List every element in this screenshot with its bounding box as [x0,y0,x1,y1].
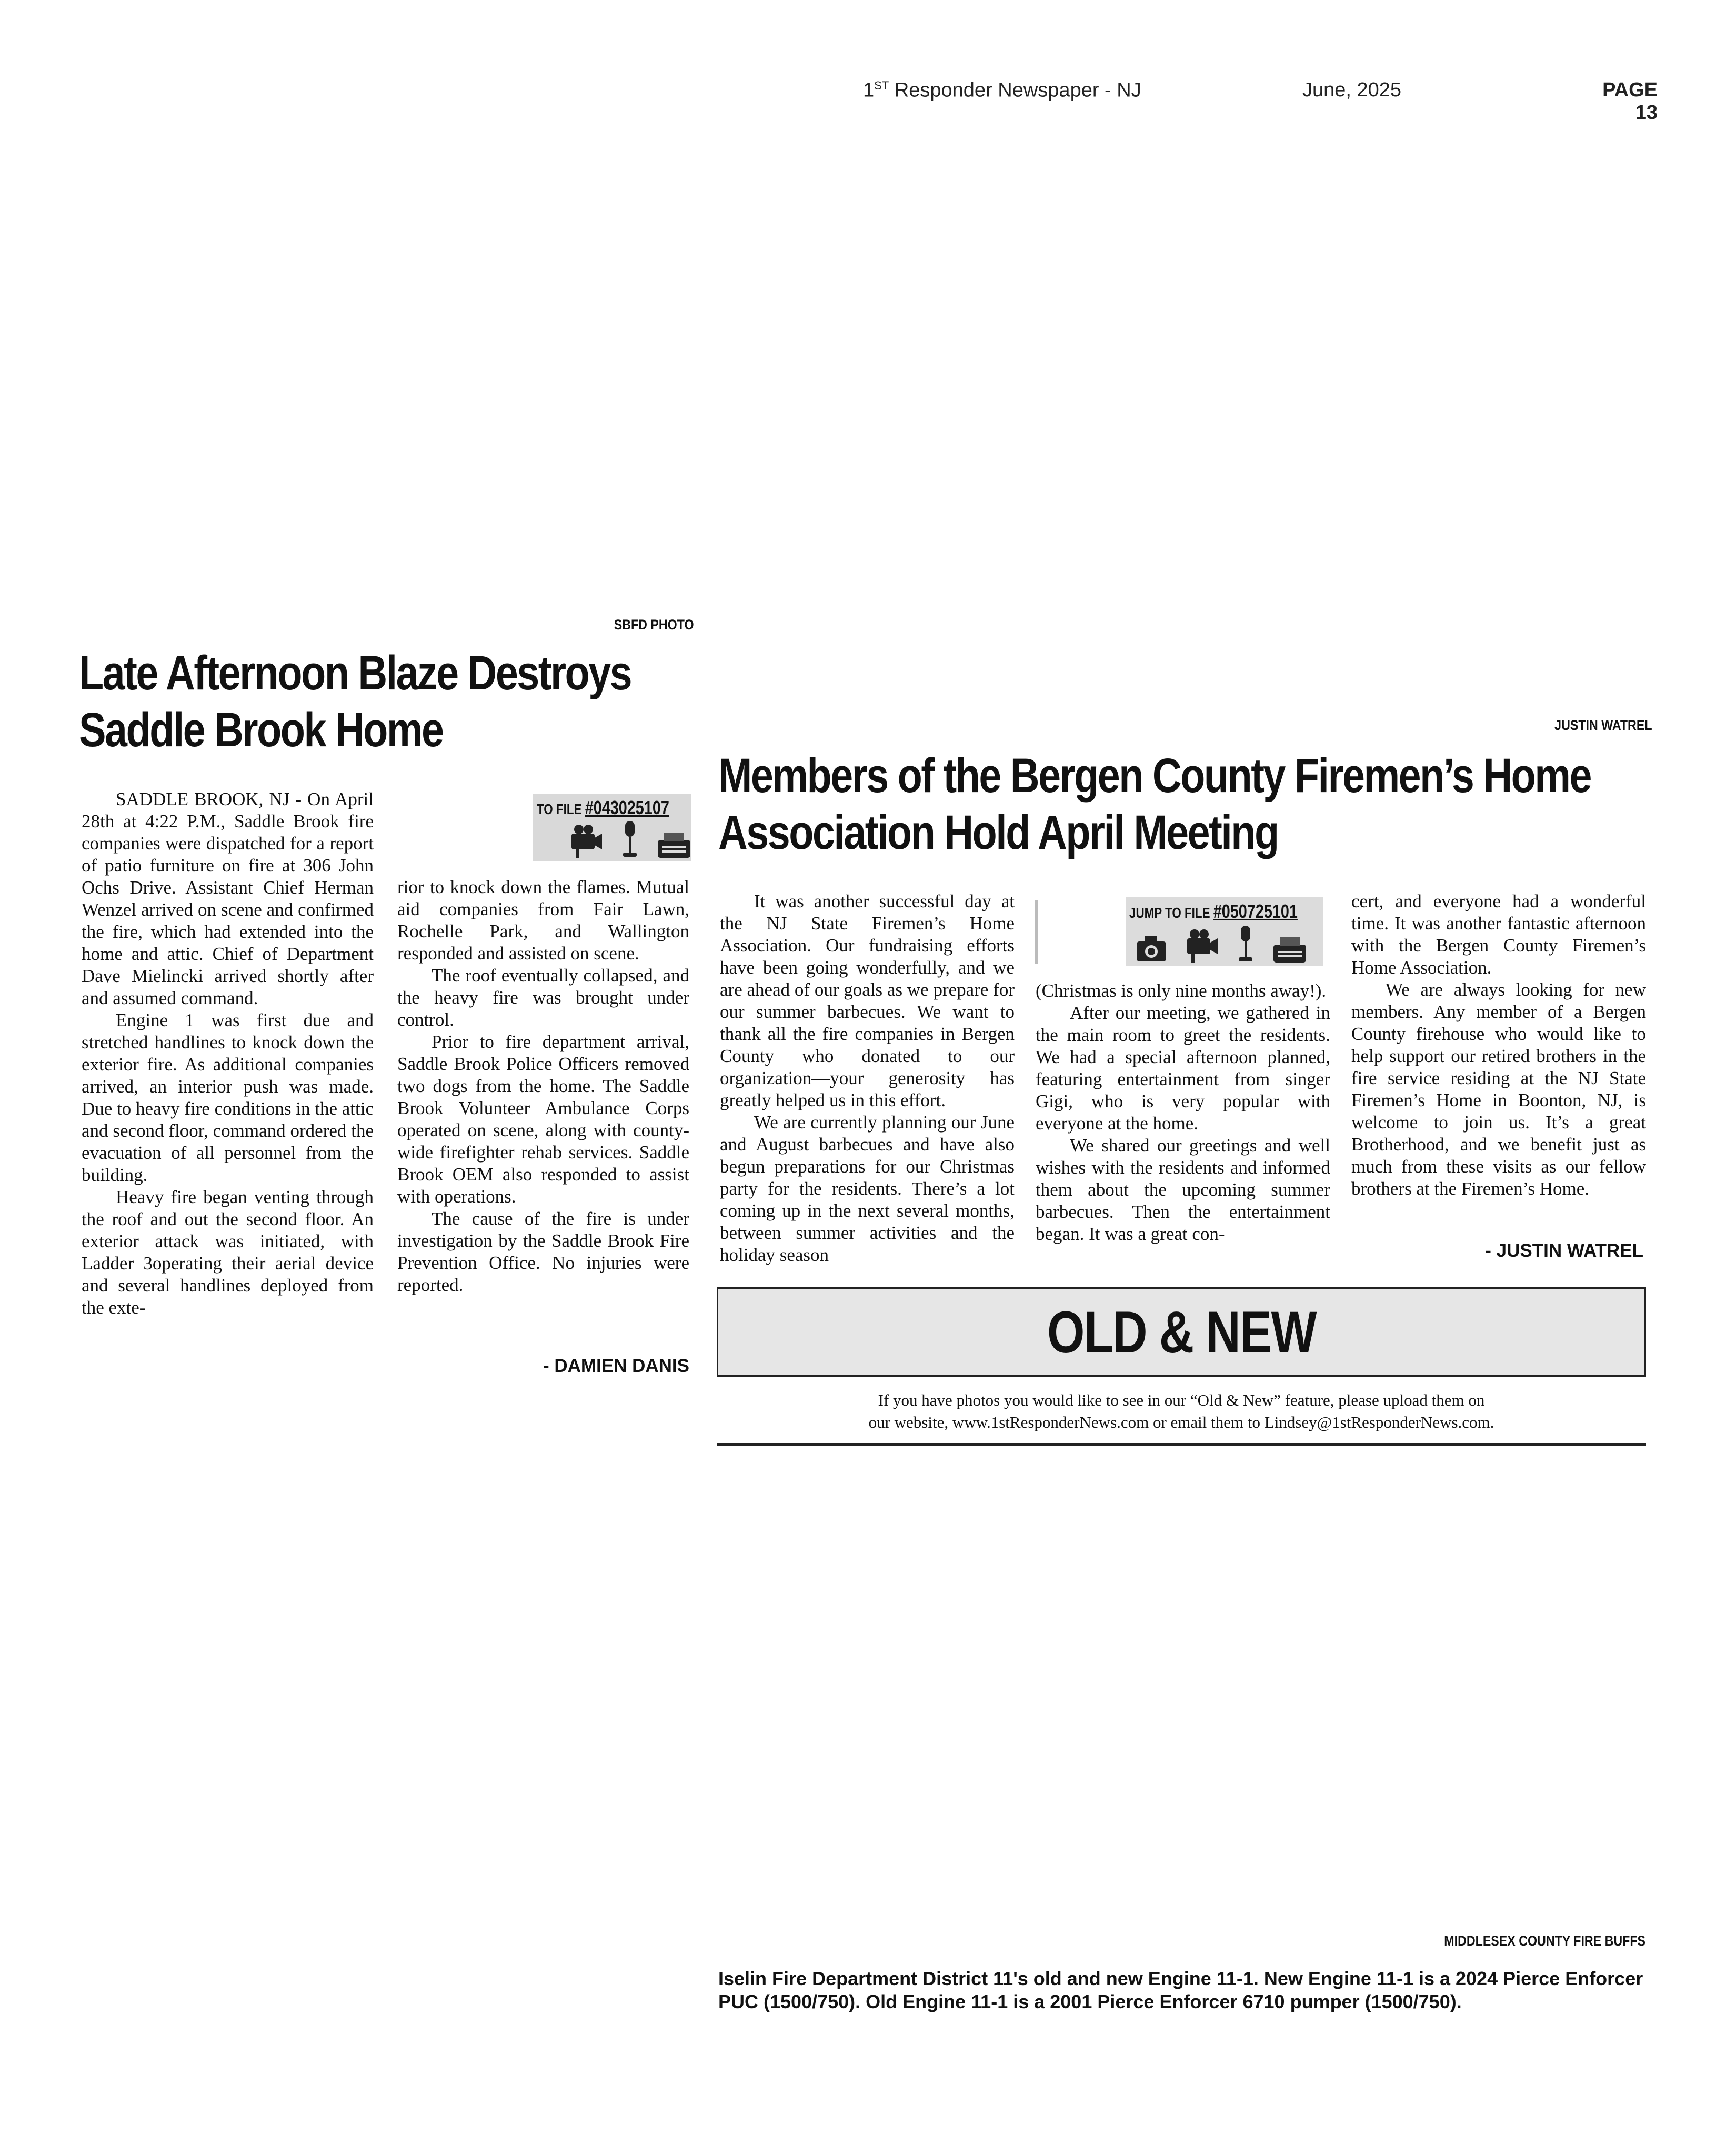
article-headline: Members of the Bergen County Firemen’s Home Association Hold April Meeting [718,749,1591,859]
jump-box-rule [1035,900,1038,964]
banner-title: OLD & NEW [1047,1299,1316,1365]
article-column: SADDLE BROOK, NJ - On April 28th at 4:22 P.M., Saddle Brook fire companies were dispatched for a report of patio furniture on fire at 306 John Ochs Drive. Assistant Chief Herman Wenzel arrived on scene and confirmed the fire, which had extended into the home and attic. Chief of Department Dave Mielincki arrived shortly after and assumed command. Engine 1 was first due and stretched handlines to knock down the exterior fire. As additional companies arrived, an interior push was made. Due to heavy fire conditions in the attic and second floor, command ordered the evacuation of all personnel from the building. Heavy fire began venting through the roof and out the second floor. An exterior attack was initiated, with Ladder 3operating their aerial device and several handlines deployed from the exte- [82,789,374,1318]
microphone-icon [621,820,639,859]
video-camera-icon [569,822,603,859]
jump-to-file-box[interactable]: TO FILE #043025107 [533,794,691,861]
photo-credit: MIDDLESEX COUNTY FIRE BUFFS [1444,1933,1645,1949]
microphone-icon [1237,925,1255,964]
typewriter-icon [657,830,691,859]
article-column: rior to knock down the flames. Mutual aid companies from Fair Lawn, Rochelle Park, and Wallington responded and assisted on scene. The roof eventually collapsed, and the heavy fire was brought under control. Prior to fire department arrival, Saddle Brook Police Officers removed two dogs from the home. The Saddle Brook Volunteer Ambulance Corps operated on scene, along with county-wide firefighter rehab services. Saddle Brook OEM also responded to assist with operations. The cause of the fire is under investigation by the Saddle Brook Fire Prevention Office. No injuries were reported. [397,877,689,1295]
file-code: #043025107 [585,797,669,818]
typewriter-icon [1272,935,1307,964]
article-column: It was another successful day at the NJ State Firemen’s Home Association. Our fundraising efforts have been going wonderfully, and we are ahead of our goals as we prepare for our summer barbecues. We want to thank all the fire companies in Bergen County who donated to our organization—your generosity has greatly helped us in this effort. We are currently planning our June and August barbecues and have also begun preparations for our Christmas party for the residents. There’s a lot coming up in the next several months, between summer activities and the holiday season [720,891,1015,1265]
article-byline: - JUSTIN WATREL [1485,1240,1643,1261]
photo-credit: JUSTIN WATREL [1554,717,1652,733]
article-column: (Christmas is only nine months away!). After our meeting, we gathered in the main room to greet the residents. We had a special afternoon planned, featuring entertainment from singer Gigi, who is very popular with everyone at the home. We shared our greetings and well wishes with the residents and informed them about the upcoming summer barbecues. Then the entertainment began. It was a great con- [1036,980,1330,1244]
issue-date: June, 2025 [1302,79,1402,101]
old-and-new-banner [717,1287,1646,1377]
photo-credit: SBFD PHOTO [614,617,694,633]
file-code: #050725101 [1213,900,1298,922]
photo-caption: Iselin Fire Department District 11's old and new Engine 11-1. New Engine 11-1 is a 2024 Pierce Enforcer PUC (1500/750). Old Engine 11-1 is a 2001 Pierce Enforcer 6710 pumper (1500/750). [718,1968,1643,2012]
video-camera-icon [1185,927,1219,964]
section-rule [717,1443,1646,1446]
publication-name: 1ST Responder Newspaper - NJ [863,79,1141,102]
article-byline: - DAMIEN DANIS [543,1356,689,1376]
camera-icon [1136,934,1167,964]
jump-to-file-box[interactable]: JUMP TO FILE #050725101 [1126,897,1323,966]
submission-note: If you have photos you would like to see in our “Old & New” feature, please upload them on our website, www.1stResponderNews.com or email them to Lindsey@1stResponderNews.com. [868,1391,1494,1431]
article-headline: Late Afternoon Blaze Destroys Saddle Brook Home [79,646,631,757]
page-number: PAGE 13 [1602,79,1658,124]
article-column: cert, and everyone had a wonderful time. It was another fantastic afternoon with the Bergen County Firemen’s Home Association. We are always looking for new members. Any member of a Bergen County firehouse who would like to help support our retired brothers in the fire service residing at the NJ State Firemen’s Home in Boonton, NJ, is welcome to join us. It’s a great Brotherhood, and we benefit just as much from these visits as our fellow brothers at the Firemen’s Home. [1351,891,1646,1199]
